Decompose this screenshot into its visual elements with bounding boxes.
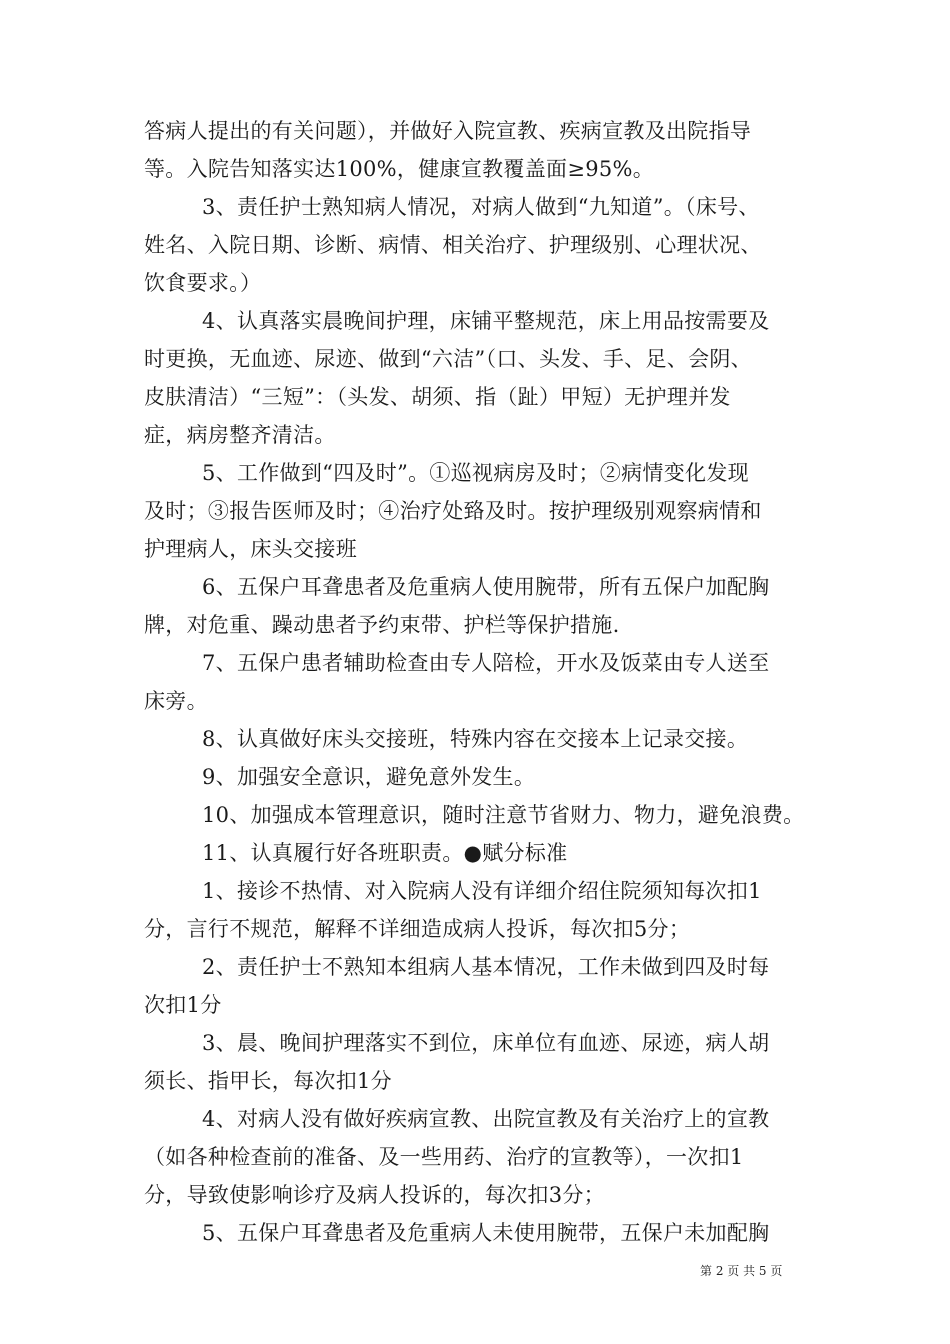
text-line: 床旁。 xyxy=(144,689,208,713)
text-line: （如各种检查前的准备、及一些用药、治疗的宣教等），一次扣1 xyxy=(144,1145,744,1169)
text-line: 9、加强安全意识，避免意外发生。 xyxy=(202,765,536,789)
text-line: 牌，对危重、躁动患者予约束带、护栏等保护措施. xyxy=(144,613,620,637)
text-line: 等。入院告知落实达100%，健康宣教覆盖面≥95%。 xyxy=(144,157,655,181)
text-line: 5、五保户耳聋患者及危重病人未使用腕带，五保户未加配胸 xyxy=(202,1221,770,1245)
text-line: 1、接诊不热情、对入院病人没有详细介绍住院须知每次扣1 xyxy=(202,879,762,903)
text-line: 及时；③报告医师及时；④治疗处臵及时。按护理级别观察病情和 xyxy=(144,499,762,523)
text-line: 分，导致使影响诊疗及病人投诉的，每次扣3分； xyxy=(144,1183,605,1207)
text-line: 症，病房整齐清洁。 xyxy=(144,423,336,447)
text-line: 8、认真做好床头交接班，特殊内容在交接本上记录交接。 xyxy=(202,727,749,751)
text-line: 皮肤清洁）“三短”：（头发、胡须、指（趾）甲短）无护理并发 xyxy=(144,385,731,409)
text-line: 答病人提出的有关问题），并做好入院宣教、疾病宣教及出院指导 xyxy=(144,119,752,143)
text-line: 7、五保户患者辅助检查由专人陪检，开水及饭菜由专人送至 xyxy=(202,651,770,675)
text-line: 5、工作做到“四及时”。①巡视病房及时；②病情变化发现 xyxy=(202,461,749,485)
text-line: 2、责任护士不熟知本组病人基本情况，工作未做到四及时每 xyxy=(202,955,770,979)
text-line: 分，言行不规范，解释不详细造成病人投诉，每次扣5分； xyxy=(144,917,691,941)
text-line: 时更换，无血迹、尿迹、做到“六洁”（口、头发、手、足、会阴、 xyxy=(144,347,752,371)
text-line: 4、认真落实晨晚间护理，床铺平整规范，床上用品按需要及 xyxy=(202,309,770,333)
text-line: 饮食要求。） xyxy=(144,271,262,295)
text-line: 姓名、入院日期、诊断、病情、相关治疗、护理级别、心理状况、 xyxy=(144,233,762,257)
text-line: 须长、指甲长，每次扣1分 xyxy=(144,1069,392,1093)
text-line: 10、加强成本管理意识，随时注意节省财力、物力，避免浪费。 xyxy=(202,803,805,827)
text-line: 6、五保户耳聋患者及危重病人使用腕带，所有五保户加配胸 xyxy=(202,575,770,599)
text-line: 3、晨、晚间护理落实不到位，床单位有血迹、尿迹，病人胡 xyxy=(202,1031,770,1055)
text-line: 3、责任护士熟知病人情况，对病人做到“九知道”。（床号、 xyxy=(202,195,760,219)
text-line: 次扣1分 xyxy=(144,993,222,1017)
document-body xyxy=(144,112,816,1252)
text-line: 11、认真履行好各班职责。●赋分标准 xyxy=(202,841,568,865)
text-line: 4、对病人没有做好疾病宣教、出院宣教及有关治疗上的宣教 xyxy=(202,1107,770,1131)
page-number-footer: 第 2 页 共 5 页 xyxy=(700,1264,783,1278)
text-line: 护理病人，床头交接班 xyxy=(144,537,357,561)
